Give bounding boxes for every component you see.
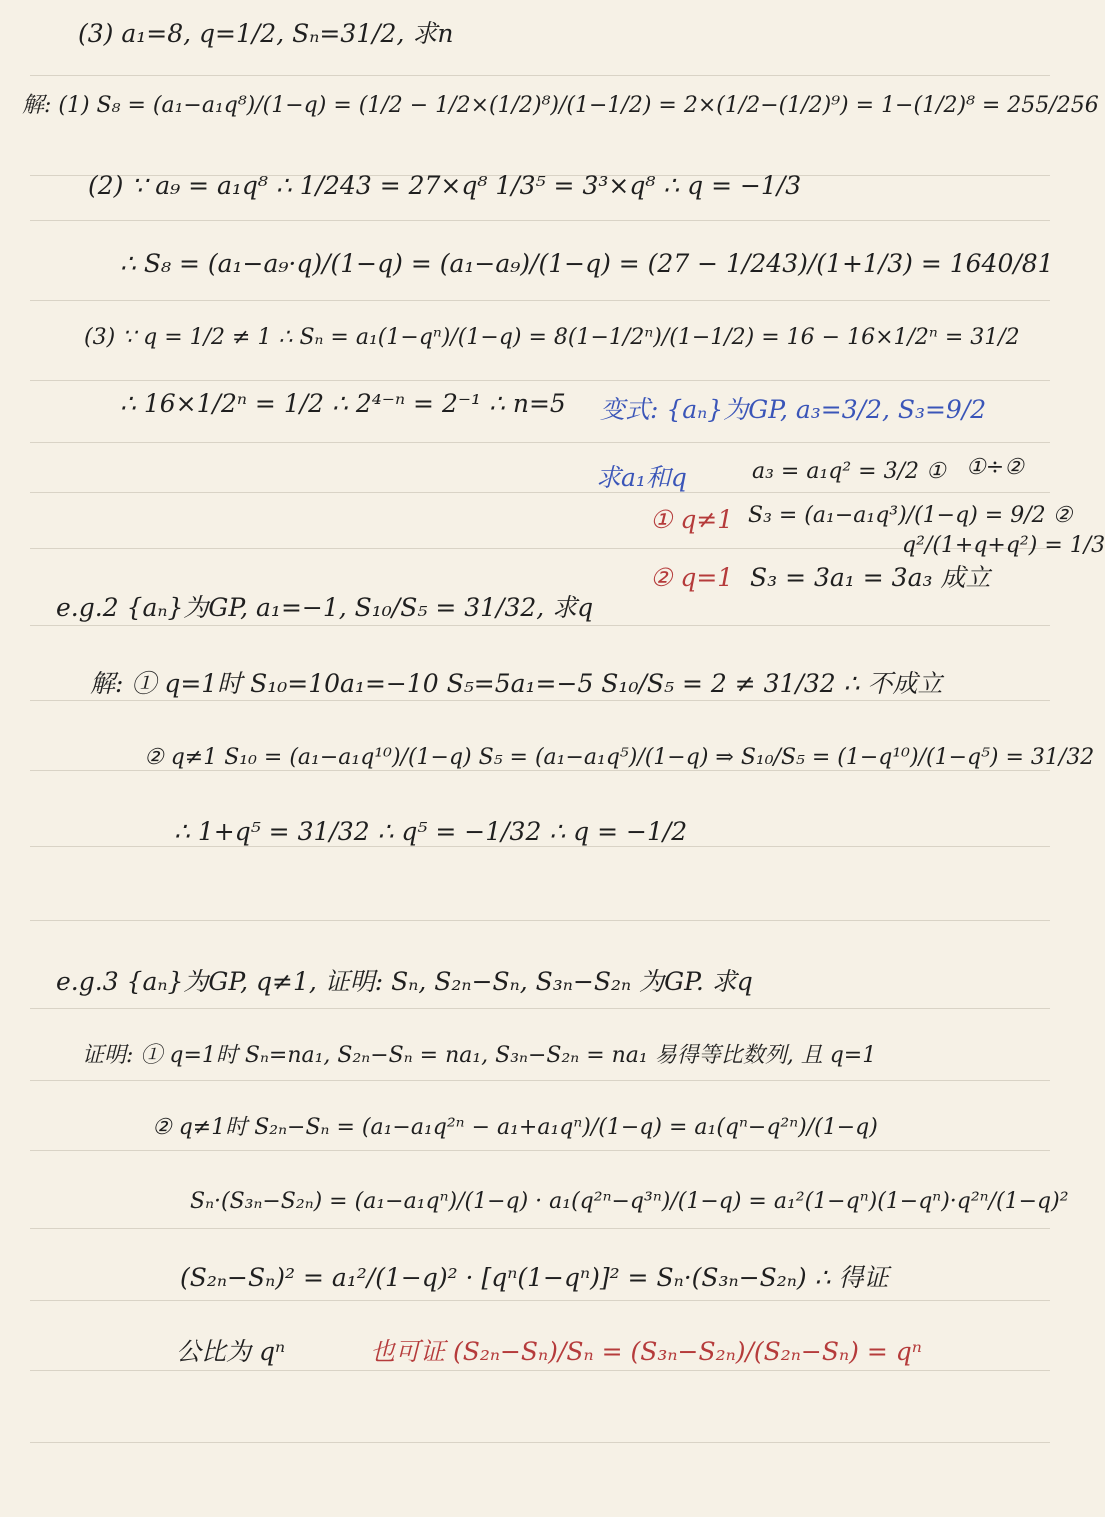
ruled-line — [30, 1300, 1050, 1301]
variant-case-q-1-check: S₃ = 3a₁ = 3a₃ 成立 — [750, 563, 991, 592]
variant-divide-note: ①÷② — [966, 455, 1024, 480]
example-3-product: Sₙ·(S₃ₙ−S₂ₙ) = (a₁−a₁qⁿ)/(1−q) · a₁(q²ⁿ−q³ⁿ)/(1−q) = a₁²(1−qⁿ)(1−qⁿ)·q²ⁿ/(1−q)² — [190, 1189, 1069, 1214]
ruled-line — [30, 548, 1050, 549]
ruled-line — [30, 1150, 1050, 1151]
ruled-line — [30, 220, 1050, 221]
problem-3-statement: (3) a₁=8, q=1/2, Sₙ=31/2, 求n — [78, 19, 454, 48]
example-3-case-2-diff: ② q≠1时 S₂ₙ−Sₙ = (a₁−a₁q²ⁿ − a₁+a₁qⁿ)/(1−q) = a₁(qⁿ−q²ⁿ)/(1−q) — [152, 1115, 878, 1140]
ruled-line — [30, 625, 1050, 626]
example-2-case-2: ② q≠1 S₁₀ = (a₁−a₁q¹⁰)/(1−q) S₅ = (a₁−a₁q⁵)/(1−q) ⇒ S₁₀/S₅ = (1−q¹⁰)/(1−q⁵) = 31/32 — [144, 745, 1095, 770]
ruled-line — [30, 442, 1050, 443]
ruled-line — [30, 700, 1050, 701]
solution-part-3-result: ∴ 16×1/2ⁿ = 1/2 ∴ 2⁴⁻ⁿ = 2⁻¹ ∴ n=5 — [120, 389, 566, 418]
example-3-case-1: 证明: ① q=1时 Sₙ=na₁, S₂ₙ−Sₙ = na₁, S₃ₙ−S₂ₙ = na₁ 易得等比数列, 且 q=1 — [82, 1043, 877, 1068]
example-3-statement: e.g.3 {aₙ}为GP, q≠1, 证明: Sₙ, S₂ₙ−Sₙ, S₃ₙ−S₂ₙ 为GP. 求q — [56, 967, 753, 996]
variant-case-q-1: ② q=1 — [650, 563, 734, 592]
solution-part-2-ratio: (2) ∵ a₉ = a₁q⁸ ∴ 1/243 = 27×q⁸ 1/3⁵ = 3³×q⁸ ∴ q = −1/3 — [88, 171, 802, 200]
variant-equation-1: a₃ = a₁q² = 3/2 ① — [752, 459, 946, 484]
ruled-line — [30, 1008, 1050, 1009]
ruled-line — [30, 1442, 1050, 1443]
ruled-line — [30, 1080, 1050, 1081]
example-3-square: (S₂ₙ−Sₙ)² = a₁²/(1−q)² · [qⁿ(1−qⁿ)]² = Sₙ·(S₃ₙ−S₂ₙ) ∴ 得证 — [180, 1263, 889, 1292]
variant-ratio-result: q²/(1+q+q²) = 1/3 — [902, 533, 1105, 558]
ruled-line — [30, 1370, 1050, 1371]
example-2-case-1: 解: ① q=1时 S₁₀=10a₁=−10 S₅=5a₁=−5 S₁₀/S₅ = 2 ≠ 31/32 ∴ 不成立 — [90, 669, 943, 698]
solution-part-2-sum: ∴ S₈ = (a₁−a₉·q)/(1−q) = (a₁−a₉)/(1−q) = (27 − 1/243)/(1+1/3) = 1640/81 — [120, 249, 1054, 278]
ruled-line — [30, 75, 1050, 76]
variant-case-q-not-1: ① q≠1 — [650, 505, 734, 534]
ruled-line — [30, 1228, 1050, 1229]
example-2-statement: e.g.2 {aₙ}为GP, a₁=−1, S₁₀/S₅ = 31/32, 求q — [56, 593, 594, 622]
solution-part-1: 解: (1) S₈ = (a₁−a₁q⁸)/(1−q) = (1/2 − 1/2×(1/2)⁸)/(1−1/2) = 2×(1/2−(1/2)⁹) = 1−(1/2)⁸ = 255/256 — [22, 93, 1099, 118]
solution-part-3-sum: (3) ∵ q = 1/2 ≠ 1 ∴ Sₙ = a₁(1−qⁿ)/(1−q) = 8(1−1/2ⁿ)/(1−1/2) = 16 − 16×1/2ⁿ = 31/2 — [84, 325, 1020, 350]
ruled-line — [30, 920, 1050, 921]
ruled-line — [30, 380, 1050, 381]
example-3-alt-proof: 也可证 (S₂ₙ−Sₙ)/Sₙ = (S₃ₙ−S₂ₙ)/(S₂ₙ−Sₙ) = qⁿ — [370, 1337, 922, 1366]
ruled-line — [30, 492, 1050, 493]
example-3-ratio: 公比为 qⁿ — [176, 1337, 286, 1366]
variant-question: 求a₁和q — [596, 463, 687, 492]
variant-statement: 变式: {aₙ}为GP, a₃=3/2, S₃=9/2 — [600, 395, 987, 424]
variant-equation-2: S₃ = (a₁−a₁q³)/(1−q) = 9/2 ② — [748, 503, 1073, 528]
example-2-result: ∴ 1+q⁵ = 31/32 ∴ q⁵ = −1/32 ∴ q = −1/2 — [174, 817, 688, 846]
ruled-line — [30, 300, 1050, 301]
